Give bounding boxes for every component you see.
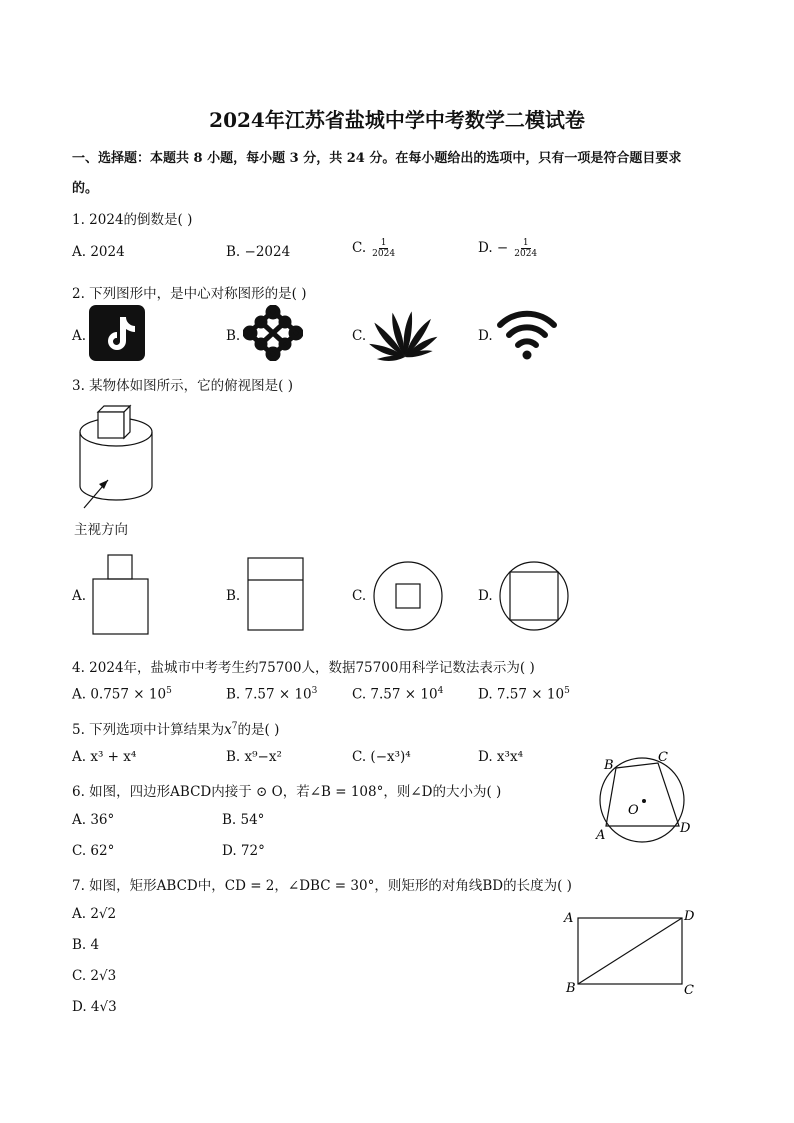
q3-option-d: D. — [478, 588, 493, 604]
q1-option-d-fraction — [512, 238, 539, 259]
q4-option-b-base: B. 7.57 × 10 — [226, 686, 312, 703]
fraction-denominator: 2024 — [372, 249, 396, 259]
q6-option-c: C. 62° — [72, 843, 115, 859]
q5-stem-var: x — [224, 722, 232, 738]
fraction-numerator: 1 — [380, 238, 387, 248]
q1-option-d-label: D. − — [478, 240, 509, 256]
q1-option-b: B. −2024 — [226, 244, 291, 260]
q1-option-c-label: C. — [352, 240, 367, 256]
q5-stem-post: 的是( ) — [237, 722, 280, 738]
wifi-icon — [494, 305, 560, 361]
q4-option-c — [352, 686, 443, 703]
q4-option-c-base: C. 7.57 × 10 — [352, 686, 438, 703]
q3-stem: 3. 某物体如图所示，它的俯视图是( ) — [72, 378, 293, 394]
q7-option-b: B. 4 — [72, 937, 100, 953]
huawei-logo-icon — [368, 305, 442, 361]
q1-option-a: A. 2024 — [72, 244, 125, 260]
q7-rectangle-figure — [560, 904, 700, 1000]
q2-stem: 2. 下列图形中，是中心对称图形的是( ) — [72, 286, 307, 302]
q1-option-c — [352, 238, 397, 259]
q7-option-d: D. 4√3 — [72, 999, 117, 1015]
q2-option-d: D. — [478, 328, 493, 344]
q6-option-a: A. 36° — [72, 812, 115, 828]
section-header-line2: 的。 — [72, 181, 99, 196]
q4-option-a — [72, 686, 172, 703]
q4-option-c-exponent: 4 — [437, 686, 444, 696]
q3-option-b-figure — [246, 556, 306, 634]
q6-label-d: D — [680, 821, 691, 836]
page-title: 2024年江苏省盐城中学中考数学二模试卷 — [209, 108, 585, 132]
q2-option-b: B. — [226, 328, 241, 344]
q7-label-b: B — [566, 981, 576, 996]
q3-option-c: C. — [352, 588, 367, 604]
china-unicom-knot-icon — [243, 305, 303, 361]
q7-option-c: C. 2√3 — [72, 968, 117, 984]
q7-label-c: C — [684, 983, 694, 998]
q3-solid-figure — [72, 400, 162, 520]
q4-option-a-base: A. 0.757 × 10 — [72, 686, 167, 703]
q5-stem-exp: 7 — [231, 721, 238, 732]
q6-label-o: O — [628, 803, 639, 818]
section-header-line1: 一、选择题：本题共 8 小题，每小题 3 分，共 24 分。在每小题给出的选项中，只有一项是符合题目要求 — [72, 151, 682, 166]
q4-stem: 4. 2024年，盐城市中考考生约75700人，数据75700用科学记数法表示为( ) — [72, 660, 535, 676]
q1-option-c-fraction — [370, 238, 397, 259]
q4-option-d — [478, 686, 570, 703]
q6-stem: 6. 如图，四边形ABCD内接于 ⊙ O，若∠B = 108°，则∠D的大小为( ) — [72, 784, 502, 800]
q5-option-c: C. (−x³)⁴ — [352, 749, 411, 765]
q6-label-b: B — [604, 758, 614, 773]
q4-option-b-exponent: 3 — [311, 686, 318, 696]
q5-option-b: B. x⁹−x² — [226, 749, 282, 765]
q6-option-d: D. 72° — [222, 843, 265, 859]
q5-stem — [72, 718, 279, 738]
q7-stem: 7. 如图，矩形ABCD中，CD = 2，∠DBC = 30°，则矩形的对角线BD的长度为( ) — [72, 878, 572, 894]
q5-option-d: D. x³x⁴ — [478, 749, 523, 765]
q4-option-d-exponent: 5 — [564, 686, 570, 696]
q1-option-d — [478, 238, 539, 259]
q3-option-a: A. — [72, 588, 87, 604]
q6-label-a: A — [596, 828, 606, 843]
q3-option-d-figure — [498, 560, 570, 632]
q3-view-direction-label: 主视方向 — [74, 522, 128, 538]
tiktok-logo-icon — [89, 305, 145, 361]
q3-option-a-figure — [90, 554, 152, 638]
q6-circle-quadrilateral-figure — [590, 748, 700, 848]
q4-option-d-base: D. 7.57 × 10 — [478, 686, 565, 703]
q7-label-a: A — [564, 911, 574, 926]
q2-option-a: A. — [72, 328, 87, 344]
q4-option-b — [226, 686, 317, 703]
fraction-denominator: 2024 — [514, 249, 538, 259]
q4-option-a-exponent: 5 — [166, 686, 172, 696]
fraction-numerator: 1 — [522, 238, 529, 248]
q2-option-c: C. — [352, 328, 367, 344]
q6-label-c: C — [658, 750, 668, 765]
q5-option-a: A. x³ + x⁴ — [72, 749, 137, 765]
q7-label-d: D — [684, 909, 695, 924]
q6-option-b: B. 54° — [222, 812, 265, 828]
q7-option-a: A. 2√2 — [72, 906, 117, 922]
q5-stem-pre: 5. 下列选项中计算结果为 — [72, 722, 225, 738]
q3-option-b: B. — [226, 588, 241, 604]
q3-option-c-figure — [372, 560, 444, 632]
q1-stem: 1. 2024的倒数是( ) — [72, 212, 193, 228]
